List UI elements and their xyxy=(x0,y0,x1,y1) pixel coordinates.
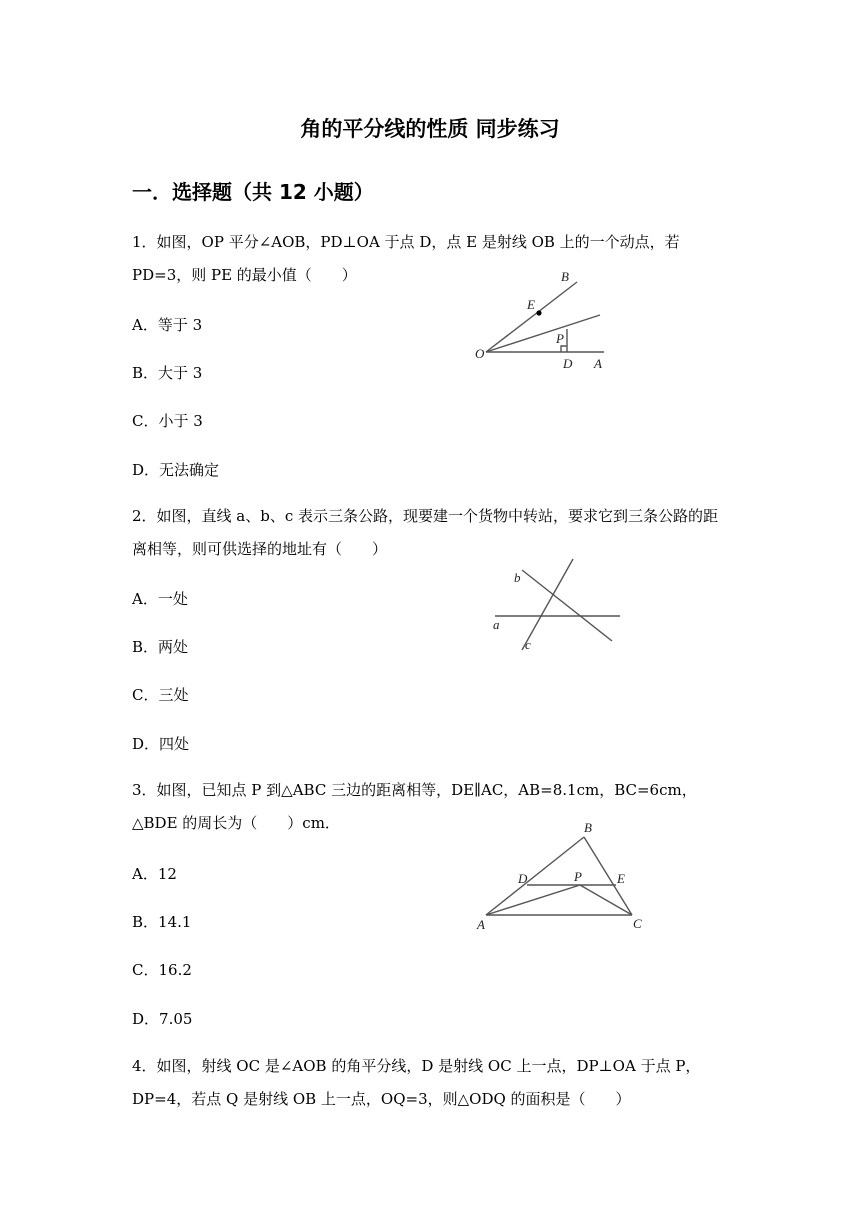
side-ab xyxy=(486,837,584,915)
section-heading: 一．选择题（共 12 小题） xyxy=(132,180,374,204)
question-2-figure xyxy=(485,552,630,657)
label-c: C xyxy=(633,916,642,931)
question-1-figure xyxy=(470,265,620,375)
label-e: E xyxy=(617,871,625,886)
label-a: A xyxy=(594,356,602,371)
label-b: B xyxy=(561,269,569,284)
question-3-option-d: D．7.05 xyxy=(132,1010,193,1028)
label-o: O xyxy=(475,346,485,361)
label-p: P xyxy=(556,331,564,346)
label-b: B xyxy=(584,820,592,835)
line-b xyxy=(522,570,612,641)
segment-ap xyxy=(486,885,580,915)
ray-op xyxy=(486,315,600,352)
question-3-option-a: A．12 xyxy=(132,865,177,883)
question-1-option-d: D．无法确定 xyxy=(132,461,220,479)
label-b: b xyxy=(514,570,521,585)
label-a: a xyxy=(493,617,500,632)
label-c: c xyxy=(525,637,531,652)
question-2-text: 2．如图，直线 a、b、c 表示三条公路，现要建一个货物中转站，要求它到三条公路的距离相等，则可供选择的地址有（ ） xyxy=(132,507,719,558)
question-3-option-b: B．14.1 xyxy=(132,913,192,931)
question-1-option-b: B．大于 3 xyxy=(132,364,203,382)
label-d: D xyxy=(563,356,573,371)
segment-pc xyxy=(580,885,632,915)
label-e: E xyxy=(527,297,535,312)
label-d: D xyxy=(518,871,528,886)
question-2-option-b: B．两处 xyxy=(132,638,189,656)
label-p: P xyxy=(574,869,582,884)
question-2-option-a: A．一处 xyxy=(132,590,188,608)
question-3-option-c: C．16.2 xyxy=(132,961,192,979)
right-angle-mark xyxy=(561,346,567,352)
question-1-text: 1．如图，OP 平分∠AOB，PD⊥OA 于点 D，点 E 是射线 OB 上的一个动点，若 PD=3，则 PE 的最小值（ ） xyxy=(132,233,680,284)
page-title: 角的平分线的性质 同步练习 xyxy=(300,117,560,141)
question-2-option-c: C．三处 xyxy=(132,686,189,704)
point-e xyxy=(536,310,541,315)
question-4-text: 4．如图，射线 OC 是∠AOB 的角平分线，D 是射线 OC 上一点，DP⊥OA 于点 P，DP=4，若点 Q 是射线 OB 上一点，OQ=3，则△ODQ 的面积是（ ） xyxy=(132,1057,701,1108)
question-3-text: 3．如图，已知点 P 到△ABC 三边的距离相等，DE∥AC，AB=8.1cm，BC=6cm，△BDE 的周长为（ ）cm． xyxy=(132,781,697,832)
question-1-option-a: A．等于 3 xyxy=(132,316,203,334)
question-3-figure xyxy=(470,815,655,940)
question-2-option-d: D．四处 xyxy=(132,735,190,753)
label-a: A xyxy=(477,917,485,932)
question-1-option-c: C．小于 3 xyxy=(132,412,203,430)
